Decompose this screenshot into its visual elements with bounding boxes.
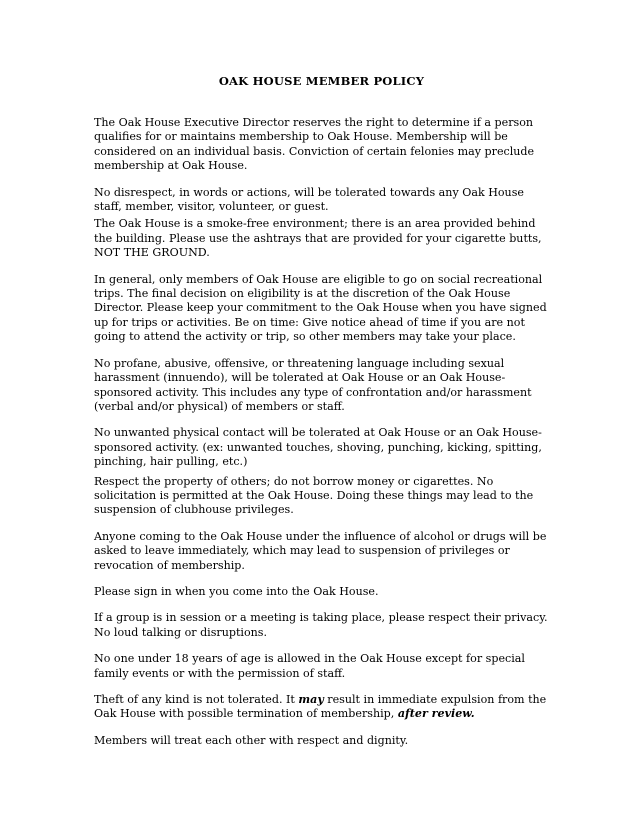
policy-sign-in: Please sign in when you come into the Oak House.	[94, 584, 379, 598]
theft-emphasis-after-review: after review.	[397, 707, 475, 721]
policy-privacy: If a group is in session or a meeting is taking place, please respect their privacy. No loud talking or disruptions.	[94, 611, 548, 639]
policy-theft	[94, 693, 554, 722]
policy-physical-contact: No unwanted physical contact will be tolerated at Oak House or an Oak House-sponsored activity. (ex: unwanted touches, shoving, punching, kicking, spitting, pinching, hair pulling, etc.)	[94, 426, 542, 469]
theft-text-2: result in immediate expulsion from the Oak House with possible termination of membership,	[94, 693, 547, 721]
policy-trips: In general, only members of Oak House are eligible to go on social recreational trips. The final decision on eligibility is at the discretion of the Oak House Director. Please keep your commitment to the Oak House when you have signed up for trips or activities. Be on time: Give notice ahead of time if you are not going to attend the activity or trip, so other members may take your place.	[94, 272, 547, 344]
policy-membership: The Oak House Executive Director reserves the right to determine if a person qualifies for or maintains membership to Oak House. Membership will be considered on an individual basis. Conviction of certain felonies may preclude membership at Oak House.	[94, 116, 535, 173]
document-title: OAK HOUSE MEMBER POLICY	[218, 74, 425, 88]
policy-respect: No disrespect, in words or actions, will be tolerated towards any Oak House staff, member, visitor, volunteer, or guest.	[94, 185, 524, 214]
policy-body	[94, 116, 554, 748]
theft-text-1: Theft of any kind is not tolerated. It	[94, 693, 299, 706]
policy-language: No profane, abusive, offensive, or threatening language including sexual harassment (innuendo), will be tolerated at Oak House or an Oak House-sponsored activity. This includes any type of confrontation and/or harassment (verbal and/or physical) of members or staff.	[94, 356, 532, 413]
policy-age: No one under 18 years of age is allowed in the Oak House except for special family events or with the permission of staff.	[94, 652, 525, 680]
policy-property: Respect the property of others; do not borrow money or cigarettes. No solicitation is permitted at the Oak House. Doing these things may lead to the suspension of clubhouse privileges.	[94, 474, 534, 517]
policy-substances: Anyone coming to the Oak House under the influence of alcohol or drugs will be asked to leave immediately, which may lead to suspension of privileges or revocation of membership.	[94, 529, 547, 572]
policy-smoke-free: The Oak House is a smoke-free environment; there is an area provided behind the building. Please use the ashtrays that are provided for your cigarette butts, NOT THE GROUND.	[94, 217, 542, 260]
theft-emphasis-may: may	[298, 693, 324, 706]
policy-closing: Members will treat each other with respect and dignity.	[94, 733, 409, 747]
